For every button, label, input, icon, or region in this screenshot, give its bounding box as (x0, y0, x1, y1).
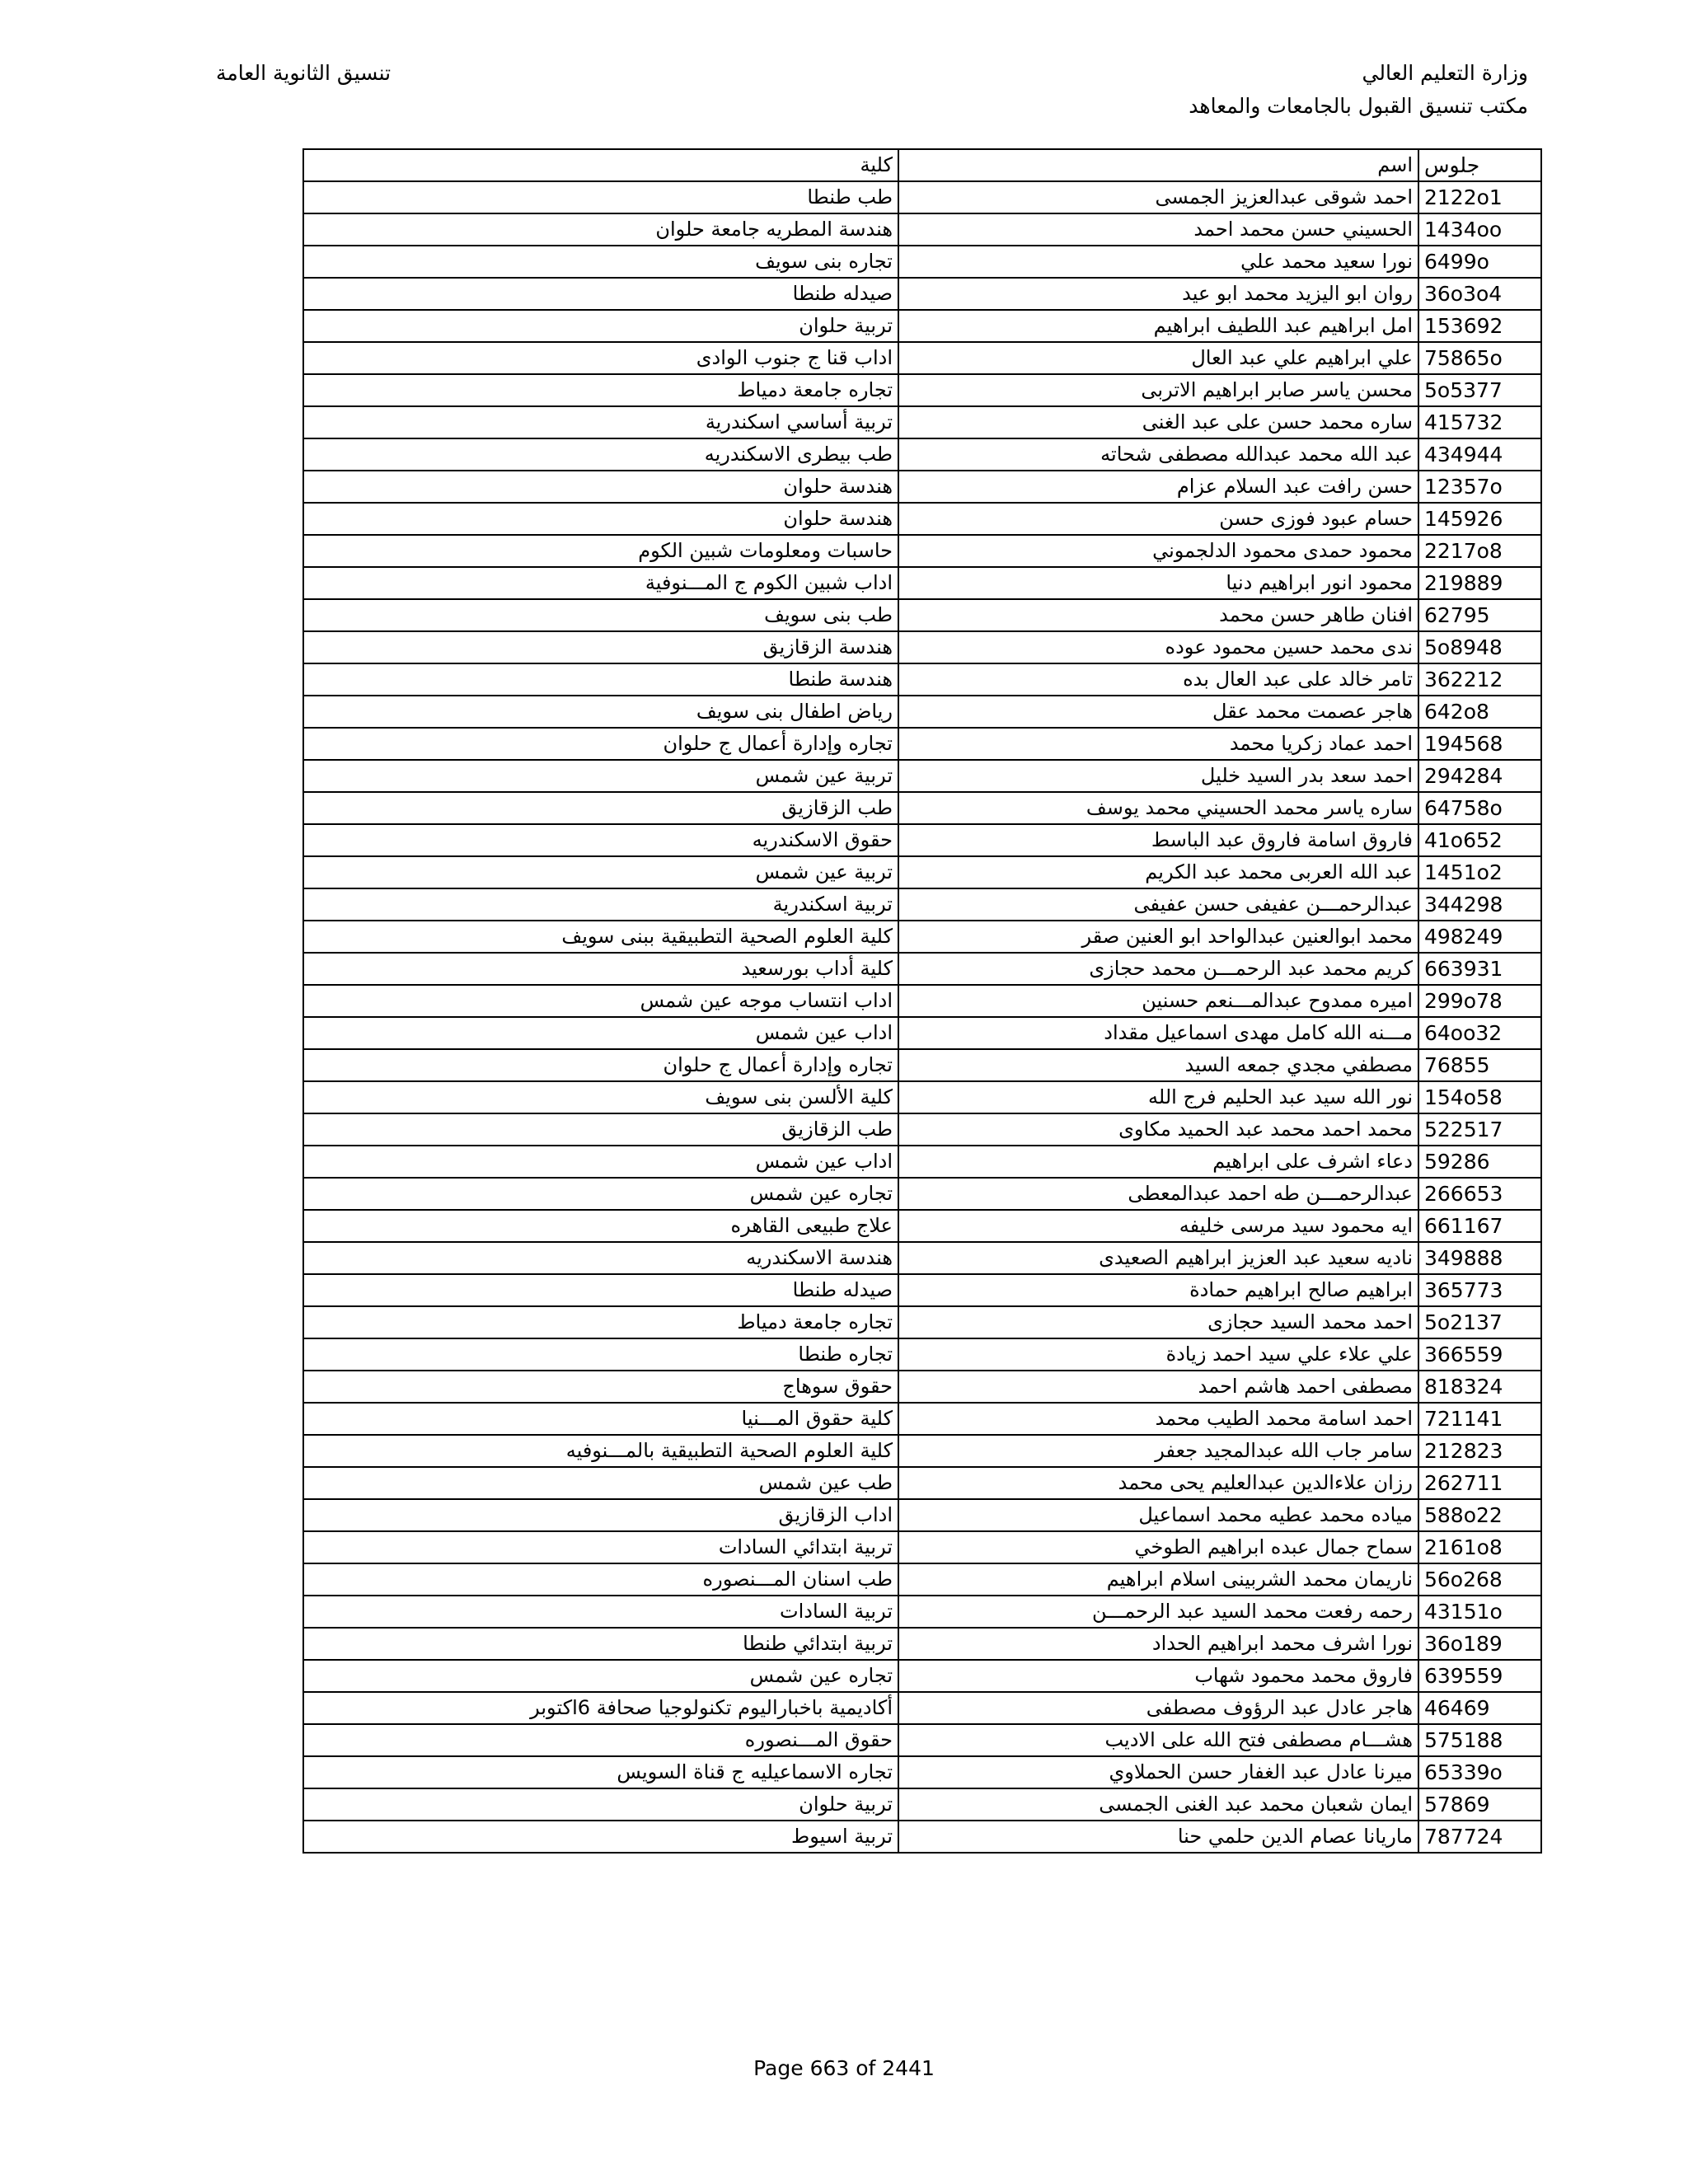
seat-cell: 349888 (1418, 1242, 1541, 1274)
seat-cell: 661167 (1418, 1210, 1541, 1242)
seat-cell: 2161o8 (1418, 1531, 1541, 1563)
table-row (303, 1660, 1541, 1692)
name-cell: روان ابو اليزيد محمد ابو عيد (898, 278, 1418, 310)
seat-cell: 366559 (1418, 1338, 1541, 1371)
seat-cell: 219889 (1418, 567, 1541, 599)
name-cell: محمد ابوالعنين عبدالواحد ابو العنين صقر (898, 921, 1418, 953)
faculty-cell: صيدله طنطا (303, 278, 898, 310)
name-cell: دعاء اشرف على ابراهيم (898, 1146, 1418, 1178)
name-cell: محمود انور ابراهيم دنيا (898, 567, 1418, 599)
name-cell: مصطفي مجدي جمعه السيد (898, 1049, 1418, 1081)
seat-cell: 41o652 (1418, 824, 1541, 856)
column-header-faculty: كلية (303, 149, 898, 181)
table-row (303, 1081, 1541, 1113)
table-row (303, 1017, 1541, 1049)
seat-cell: 212823 (1418, 1435, 1541, 1467)
name-cell: سامر جاب الله عبدالمجيد جعفر (898, 1435, 1418, 1467)
table-row (303, 856, 1541, 888)
name-cell: ايمان شعبان محمد عبد الغنى الجمسى (898, 1788, 1418, 1821)
seat-cell: 56o268 (1418, 1563, 1541, 1596)
seat-cell: 154o58 (1418, 1081, 1541, 1113)
seat-cell: 294284 (1418, 760, 1541, 792)
faculty-cell: تجاره عين شمس (303, 1660, 898, 1692)
seat-cell: 46469 (1418, 1692, 1541, 1724)
table-row (303, 663, 1541, 696)
name-cell: محسن ياسر صابر ابراهيم الاتربى (898, 374, 1418, 406)
table-row (303, 246, 1541, 278)
seat-cell: 575188 (1418, 1724, 1541, 1756)
name-cell: هاجر عصمت محمد عقل (898, 696, 1418, 728)
table-row (303, 438, 1541, 471)
table-row (303, 1178, 1541, 1210)
table-row (303, 1146, 1541, 1178)
seat-cell: 5o5377 (1418, 374, 1541, 406)
seat-cell: 663931 (1418, 953, 1541, 985)
faculty-cell: تربية حلوان (303, 310, 898, 342)
faculty-cell: طب بنى سويف (303, 599, 898, 631)
table-header-row (303, 149, 1541, 181)
faculty-cell: اداب انتساب موجه عين شمس (303, 985, 898, 1017)
faculty-cell: تجاره جامعة دمياط (303, 374, 898, 406)
table-row (303, 181, 1541, 213)
faculty-cell: كلية الألسن بنى سويف (303, 1081, 898, 1113)
faculty-cell: هندسة حلوان (303, 503, 898, 535)
seat-cell: 194568 (1418, 728, 1541, 760)
name-cell: ساره محمد حسن على عبد الغنى (898, 406, 1418, 438)
faculty-cell: هندسة المطريه جامعة حلوان (303, 213, 898, 246)
seat-cell: 145926 (1418, 503, 1541, 535)
faculty-cell: تجاره طنطا (303, 1338, 898, 1371)
table-row (303, 1724, 1541, 1756)
name-cell: عبدالرحمـــن طه احمد عبدالمعطى (898, 1178, 1418, 1210)
seat-cell: 59286 (1418, 1146, 1541, 1178)
seat-cell: 2122o1 (1418, 181, 1541, 213)
seat-cell: 6499o (1418, 246, 1541, 278)
table-row (303, 213, 1541, 246)
table-row (303, 1821, 1541, 1853)
faculty-cell: طب عين شمس (303, 1467, 898, 1499)
name-cell: عبدالرحمـــن عفيفى حسن عفيفى (898, 888, 1418, 921)
faculty-cell: حقوق سوهاج (303, 1371, 898, 1403)
table-row (303, 342, 1541, 374)
table-row (303, 374, 1541, 406)
table-row (303, 792, 1541, 824)
name-cell: افنان طاهر حسن محمد (898, 599, 1418, 631)
table-row (303, 1274, 1541, 1306)
name-cell: ميرنا عادل عبد الغفار حسن الحملاوي (898, 1756, 1418, 1788)
table-row (303, 278, 1541, 310)
name-cell: فاروق اسامة فاروق عبد الباسط (898, 824, 1418, 856)
name-cell: احمد عماد زكريا محمد (898, 728, 1418, 760)
faculty-cell: طب بيطرى الاسكندريه (303, 438, 898, 471)
seat-cell: 639559 (1418, 1660, 1541, 1692)
name-cell: الحسيني حسن محمد احمد (898, 213, 1418, 246)
table-row (303, 824, 1541, 856)
faculty-cell: طب طنطا (303, 181, 898, 213)
seat-cell: 1451o2 (1418, 856, 1541, 888)
table-row (303, 503, 1541, 535)
table-row (303, 1499, 1541, 1531)
name-cell: تامر خالد على عبد العال بده (898, 663, 1418, 696)
faculty-cell: كلية العلوم الصحية التطبيقية ببنى سويف (303, 921, 898, 953)
faculty-cell: حقوق المـــنصوره (303, 1724, 898, 1756)
table-row (303, 1692, 1541, 1724)
table-row (303, 1596, 1541, 1628)
name-cell: كريم محمد عبد الرحمـــن محمد حجازى (898, 953, 1418, 985)
table-row (303, 728, 1541, 760)
table-row (303, 1788, 1541, 1821)
faculty-cell: تجاره وإدارة أعمال ج حلوان (303, 728, 898, 760)
name-cell: عبد الله محمد عبدالله مصطفى شحاته (898, 438, 1418, 471)
faculty-cell: اداب الزقازيق (303, 1499, 898, 1531)
seat-cell: 434944 (1418, 438, 1541, 471)
name-cell: علي ابراهيم علي عبد العال (898, 342, 1418, 374)
seat-cell: 43151o (1418, 1596, 1541, 1628)
faculty-cell: طب الزقازيق (303, 792, 898, 824)
faculty-cell: اداب عين شمس (303, 1017, 898, 1049)
faculty-cell: حقوق الاسكندريه (303, 824, 898, 856)
seat-cell: 36o189 (1418, 1628, 1541, 1660)
name-cell: علي علاء علي سيد احمد زيادة (898, 1338, 1418, 1371)
faculty-cell: حاسبات ومعلومات شبين الكوم (303, 535, 898, 567)
name-cell: احمد شوقى عبدالعزيز الجمسى (898, 181, 1418, 213)
seat-cell: 818324 (1418, 1371, 1541, 1403)
table-row (303, 953, 1541, 985)
name-cell: ابراهيم صالح ابراهيم حمادة (898, 1274, 1418, 1306)
name-cell: مـــنه الله كامل مهدى اسماعيل مقداد (898, 1017, 1418, 1049)
seat-cell: 65339o (1418, 1756, 1541, 1788)
seat-cell: 266653 (1418, 1178, 1541, 1210)
name-cell: ساره ياسر محمد الحسيني محمد يوسف (898, 792, 1418, 824)
seat-cell: 2217o8 (1418, 535, 1541, 567)
table-row (303, 1113, 1541, 1146)
name-cell: عبد الله العربى محمد عبد الكريم (898, 856, 1418, 888)
faculty-cell: تربية حلوان (303, 1788, 898, 1821)
faculty-cell: تربية ابتدائي طنطا (303, 1628, 898, 1660)
table-row (303, 1435, 1541, 1467)
seat-cell: 344298 (1418, 888, 1541, 921)
faculty-cell: هندسة طنطا (303, 663, 898, 696)
faculty-cell: أكاديمية باخباراليوم تكنولوجيا صحافة 6اكتوبر (303, 1692, 898, 1724)
faculty-cell: طب اسنان المـــنصوره (303, 1563, 898, 1596)
faculty-cell: اداب قنا ج جنوب الوادى (303, 342, 898, 374)
seat-cell: 362212 (1418, 663, 1541, 696)
seat-cell: 76855 (1418, 1049, 1541, 1081)
name-cell: ندى محمد حسين محمود عوده (898, 631, 1418, 663)
faculty-cell: اداب عين شمس (303, 1146, 898, 1178)
name-cell: هشـــام مصطفى فتح الله على الاديب (898, 1724, 1418, 1756)
faculty-cell: تجاره جامعة دمياط (303, 1306, 898, 1338)
table-row (303, 310, 1541, 342)
seat-cell: 64758o (1418, 792, 1541, 824)
faculty-cell: تجاره عين شمس (303, 1178, 898, 1210)
name-cell: محمد احمد محمد عبد الحميد مكاوى (898, 1113, 1418, 1146)
seat-cell: 588o22 (1418, 1499, 1541, 1531)
seat-cell: 787724 (1418, 1821, 1541, 1853)
table-row (303, 1531, 1541, 1563)
seat-cell: 64oo32 (1418, 1017, 1541, 1049)
seat-cell: 5o8948 (1418, 631, 1541, 663)
seat-cell: 153692 (1418, 310, 1541, 342)
faculty-cell: كلية حقوق المـــنيا (303, 1403, 898, 1435)
table-row (303, 921, 1541, 953)
seat-cell: 57869 (1418, 1788, 1541, 1821)
seat-cell: 721141 (1418, 1403, 1541, 1435)
faculty-cell: تربية اسكندرية (303, 888, 898, 921)
table-row (303, 406, 1541, 438)
table-row (303, 1467, 1541, 1499)
table-row (303, 631, 1541, 663)
name-cell: محمود حمدى محمود الدلجموني (898, 535, 1418, 567)
office-title: مكتب تنسيق القبول بالجامعات والمعاهد (1189, 94, 1528, 118)
page-number: Page 663 of 2441 (753, 2056, 935, 2080)
seat-cell: 498249 (1418, 921, 1541, 953)
name-cell: احمد محمد السيد حجازى (898, 1306, 1418, 1338)
seat-cell: 262711 (1418, 1467, 1541, 1499)
name-cell: نورا اشرف محمد ابراهيم الحداد (898, 1628, 1418, 1660)
seat-cell: 62795 (1418, 599, 1541, 631)
table-row (303, 599, 1541, 631)
table-row (303, 535, 1541, 567)
table-row (303, 760, 1541, 792)
table-row (303, 1338, 1541, 1371)
faculty-cell: كلية أداب بورسعيد (303, 953, 898, 985)
table-row (303, 471, 1541, 503)
seat-cell: 1434oo (1418, 213, 1541, 246)
column-header-seat: جلوس (1418, 149, 1541, 181)
seat-cell: 299o78 (1418, 985, 1541, 1017)
faculty-cell: تجاره الاسماعيليه ج قناة السويس (303, 1756, 898, 1788)
seat-cell: 12357o (1418, 471, 1541, 503)
name-cell: امل ابراهيم عبد اللطيف ابراهيم (898, 310, 1418, 342)
faculty-cell: تربية عين شمس (303, 856, 898, 888)
seat-cell: 415732 (1418, 406, 1541, 438)
faculty-cell: تربية اسيوط (303, 1821, 898, 1853)
name-cell: فاروق محمد محمود شهاب (898, 1660, 1418, 1692)
faculty-cell: تربية أساسي اسكندرية (303, 406, 898, 438)
table-body (303, 181, 1541, 1853)
name-cell: نورا سعيد محمد علي (898, 246, 1418, 278)
name-cell: حسام عبود فوزى حسن (898, 503, 1418, 535)
column-header-name: اسم (898, 149, 1418, 181)
table-row (303, 1756, 1541, 1788)
name-cell: مصطفى احمد هاشم احمد (898, 1371, 1418, 1403)
table-row (303, 1403, 1541, 1435)
name-cell: ماريانا عصام الدين حلمي حنا (898, 1821, 1418, 1853)
seat-cell: 75865o (1418, 342, 1541, 374)
name-cell: احمد اسامة محمد الطيب محمد (898, 1403, 1418, 1435)
faculty-cell: تربية عين شمس (303, 760, 898, 792)
table-row (303, 1306, 1541, 1338)
results-table (302, 148, 1542, 1854)
seat-cell: 5o2137 (1418, 1306, 1541, 1338)
name-cell: سماح جمال عبده ابراهيم الطوخي (898, 1531, 1418, 1563)
faculty-cell: كلية العلوم الصحية التطبيقية بالمـــنوفيه (303, 1435, 898, 1467)
faculty-cell: تربية السادات (303, 1596, 898, 1628)
faculty-cell: تجاره بنى سويف (303, 246, 898, 278)
table-row (303, 1242, 1541, 1274)
seat-cell: 642o8 (1418, 696, 1541, 728)
faculty-cell: هندسة حلوان (303, 471, 898, 503)
name-cell: احمد سعد بدر السيد خليل (898, 760, 1418, 792)
name-cell: رزان علاءالدين عبدالعليم يحى محمد (898, 1467, 1418, 1499)
table-row (303, 1049, 1541, 1081)
name-cell: ايه محمود سيد مرسى خليفه (898, 1210, 1418, 1242)
name-cell: مياده محمد عطيه محمد اسماعيل (898, 1499, 1418, 1531)
faculty-cell: صيدله طنطا (303, 1274, 898, 1306)
name-cell: ناريمان محمد الشربينى اسلام ابراهيم (898, 1563, 1418, 1596)
name-cell: حسن رافت عبد السلام عزام (898, 471, 1418, 503)
seat-cell: 522517 (1418, 1113, 1541, 1146)
seat-cell: 365773 (1418, 1274, 1541, 1306)
faculty-cell: هندسة الزقازيق (303, 631, 898, 663)
ministry-title: وزارة التعليم العالي (1362, 61, 1528, 85)
name-cell: ناديه سعيد عبد العزيز ابراهيم الصعيدى (898, 1242, 1418, 1274)
table-row (303, 1210, 1541, 1242)
faculty-cell: هندسة الاسكندريه (303, 1242, 898, 1274)
table-row (303, 1628, 1541, 1660)
faculty-cell: طب الزقازيق (303, 1113, 898, 1146)
table-row (303, 567, 1541, 599)
faculty-cell: رياض اطفال بنى سويف (303, 696, 898, 728)
name-cell: اميره ممدوح عبدالمـــنعم حسنين (898, 985, 1418, 1017)
table-row (303, 888, 1541, 921)
faculty-cell: تجاره وإدارة أعمال ج حلوان (303, 1049, 898, 1081)
table-row (303, 1563, 1541, 1596)
name-cell: نور الله سيد عبد الحليم فرج الله (898, 1081, 1418, 1113)
table-row (303, 696, 1541, 728)
table-row (303, 1371, 1541, 1403)
name-cell: رحمه رفعت محمد السيد عبد الرحمـــن (898, 1596, 1418, 1628)
faculty-cell: تربية ابتدائي السادات (303, 1531, 898, 1563)
name-cell: هاجر عادل عبد الرؤوف مصطفى (898, 1692, 1418, 1724)
seat-cell: 36o3o4 (1418, 278, 1541, 310)
faculty-cell: علاج طبيعى القاهره (303, 1210, 898, 1242)
table-row (303, 985, 1541, 1017)
coordination-title: تنسيق الثانوية العامة (216, 61, 392, 85)
faculty-cell: اداب شبين الكوم ج المـــنوفية (303, 567, 898, 599)
